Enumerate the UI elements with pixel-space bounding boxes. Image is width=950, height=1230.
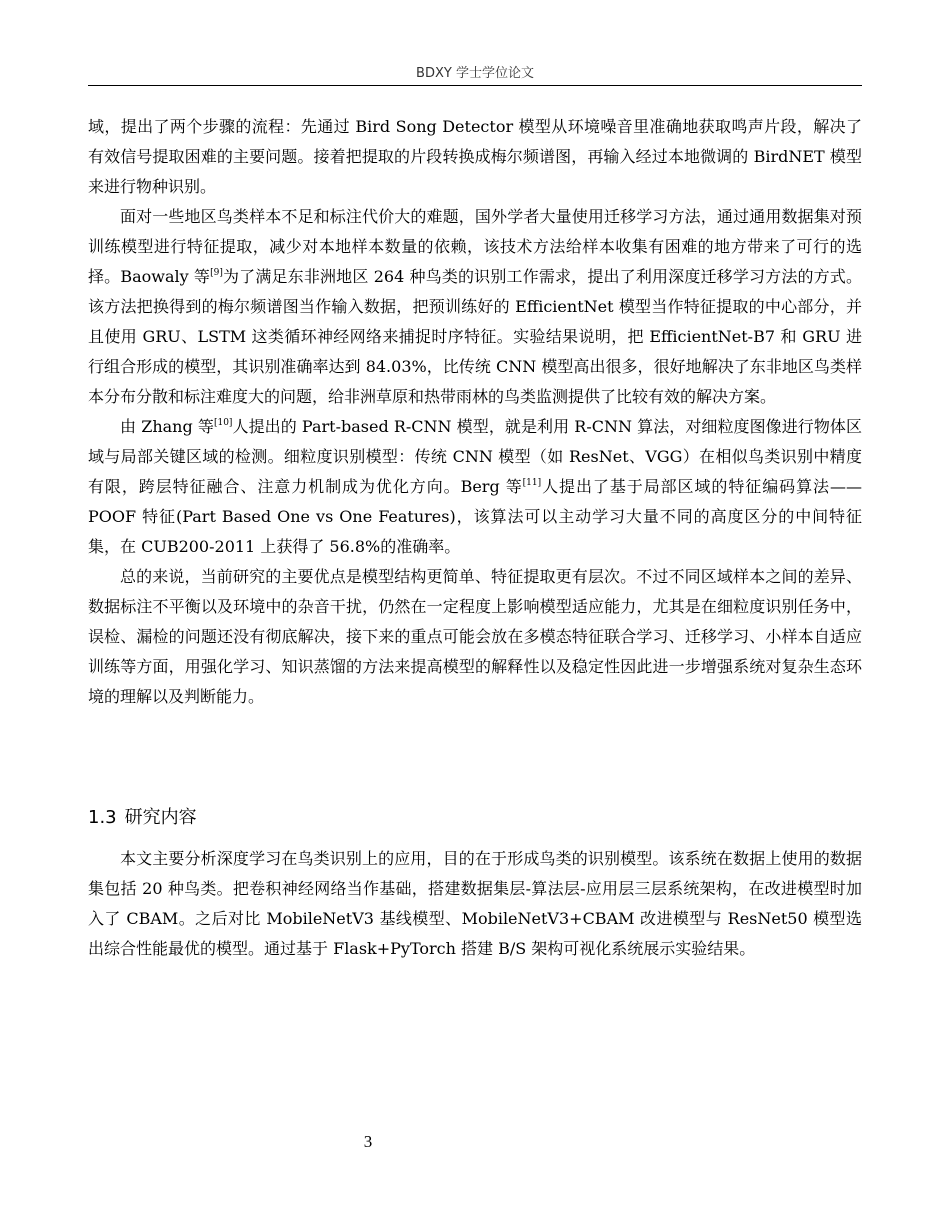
section-title: 研究内容 (124, 807, 197, 828)
paragraph-2-text-b: 为了满足东非洲地区 264 种鸟类的识别工作需求，提出了利用深度迁移学习方法的方式。该方法把换得到的梅尔频谱图当作输入数据，把预训练好的 EfficientNet 模型当作特征提取的中心部分，并且使用 GRU、LSTM 这类循环神经网络来捕捉时序特征。实验结果说明，把 EfficientNet-B7 和 GRU 进行组合形成的模型，其识别准确率达到 84.03%，比传统 CNN 模型高出很多，很好地解决了东非地区鸟类样本分布分散和标注难度大的问题，给非洲草原和热带雨林的鸟类监测提供了比较有效的解决方案。 (88, 267, 862, 406)
paragraph-3-text-a: 由 Zhang 等 (120, 417, 214, 436)
paragraph-4: 总的来说，当前研究的主要优点是模型结构更简单、特征提取更有层次。不过不同区域样本之间的差异、数据标注不平衡以及环境中的杂音干扰，仍然在一定程度上影响模型适应能力，尤其是在细粒度识别任务中，误检、漏检的问题还没有彻底解决，接下来的重点可能会放在多模态特征联合学习、迁移学习、小样本自适应训练等方面，用强化学习、知识蒸馏的方法来提高模型的解释性以及稳定性因此进一步增强系统对复杂生态环境的理解以及判断能力。 (88, 567, 862, 706)
paragraph-3-text-b: 人提出的 Part-based R-CNN 模型，就是利用 R-CNN 算法，对细粒度图像进行物体区域与局部关键区域的检测。细粒度识别模型：传统 CNN 模型（如 ResNet、VGG）在相似鸟类识别中精度有限，跨层特征融合、注意力机制成为优化方向。Berg 等 (88, 417, 862, 496)
citation-9: [9] (210, 268, 223, 278)
paragraph-2 (88, 202, 862, 412)
body-text (88, 112, 862, 712)
page-number: 3 (363, 1132, 373, 1151)
paragraph-2-text-a: 面对一些地区鸟类样本不足和标注代价大的难题，国外学者大量使用迁移学习方法，通过通用数据集对预训练模型进行特征提取，减少对本地样本数量的依赖，该技术方法给样本收集有困难的地方带来了可行的选择。Baowaly 等 (88, 207, 862, 286)
section-body (88, 844, 862, 964)
section-paragraph: 本文主要分析深度学习在鸟类识别上的应用，目的在于形成鸟类的识别模型。该系统在数据上使用的数据集包括 20 种鸟类。把卷积神经网络当作基础，搭建数据集层-算法层-应用层三层系统架构，在改进模型时加入了 CBAM。之后对比 MobileNetV3 基线模型、MobileNetV3+CBAM 改进模型与 ResNet50 模型选出综合性能最优的模型。通过基于 Flask+PyTorch 搭建 B/S 架构可视化系统展示实验结果。 (88, 849, 862, 958)
section-heading (88, 804, 588, 832)
section-number: 1.3 (88, 807, 117, 828)
paragraph-3-text-c: 人提出了基于局部区域的特征编码算法——POOF 特征(Part Based One vs One Features)，该算法可以主动学习大量不同的高度区分的中间特征集，在 CUB200-2011 上获得了 56.8%的准确率。 (88, 477, 862, 556)
paragraph-3 (88, 412, 862, 562)
paragraph-1: 域，提出了两个步骤的流程：先通过 Bird Song Detector 模型从环境噪音里准确地获取鸣声片段，解决了有效信号提取困难的主要问题。接着把提取的片段转换成梅尔频谱图，再输入经过本地微调的 BirdNET 模型来进行物种识别。 (88, 117, 862, 196)
citation-11: [11] (522, 478, 542, 488)
citation-10: [10] (213, 418, 233, 428)
header-rule (88, 85, 862, 86)
running-header: BDXY 学士学位论文 (416, 66, 534, 81)
